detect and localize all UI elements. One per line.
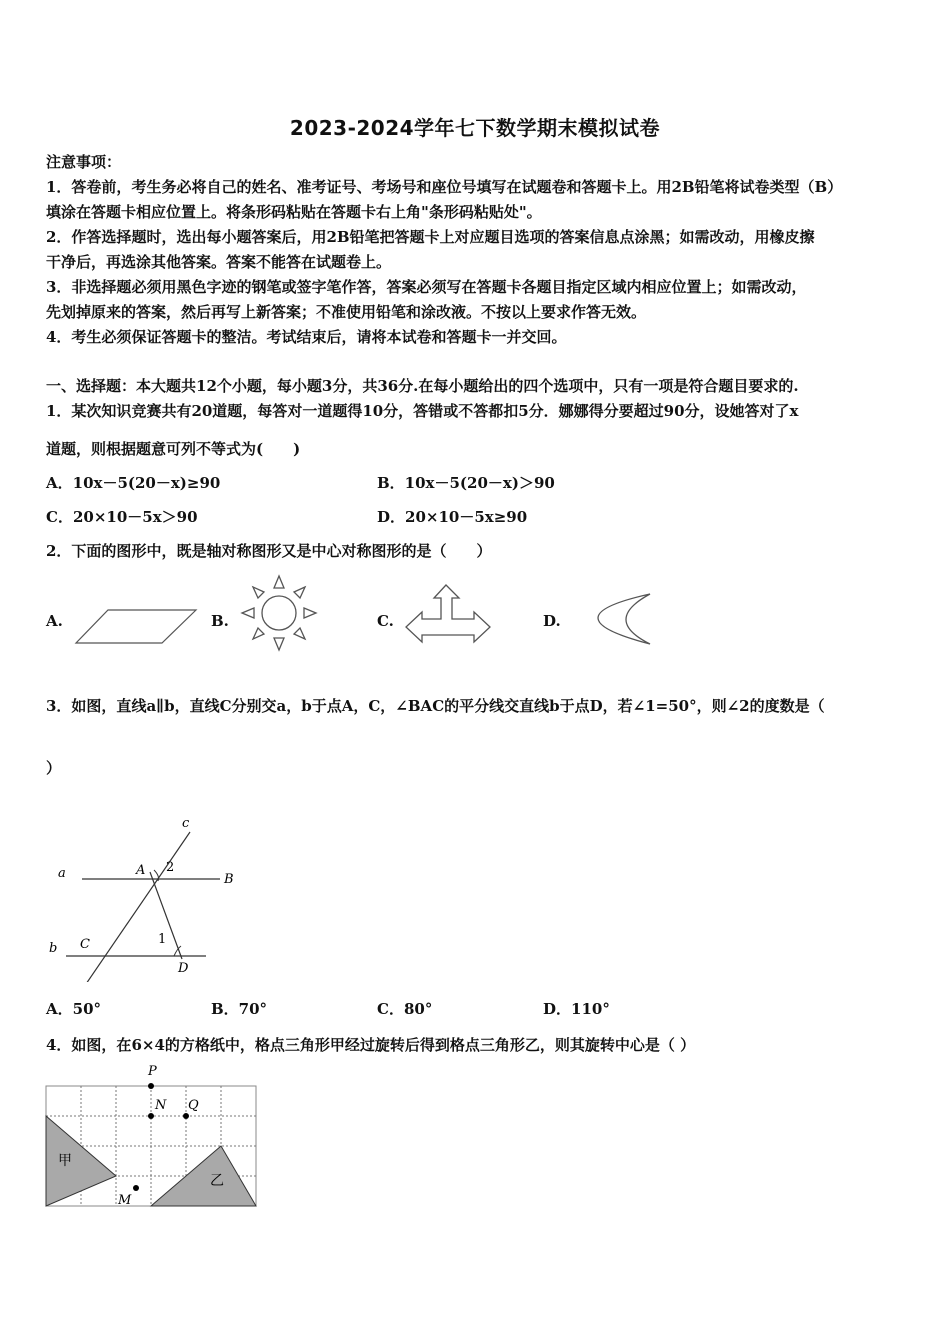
notice-line: 填涂在答题卡相应位置上。将条形码粘贴在答题卡右上角"条形码粘贴处"。 bbox=[46, 203, 542, 221]
parallelogram-figure bbox=[70, 600, 200, 650]
label-Q: Q bbox=[188, 1098, 199, 1113]
q3-option-c: C．80° bbox=[377, 1000, 433, 1018]
label-P: P bbox=[148, 1064, 157, 1079]
q3-option-d: D．110° bbox=[543, 1000, 610, 1018]
q3-stem-cont: ） bbox=[46, 759, 62, 777]
notice-line: 1．答卷前，考生务必将自己的姓名、准考证号、考场号和座位号填写在试题卷和答题卡上。用2B铅笔将试卷类型（B） bbox=[46, 178, 843, 196]
notice-heading: 注意事项： bbox=[46, 153, 122, 171]
arrows-figure bbox=[404, 582, 494, 646]
label-b: b bbox=[49, 941, 58, 956]
label-c: c bbox=[182, 816, 190, 831]
point-p bbox=[148, 1083, 154, 1089]
q1-option-c: C．20×10－5x＞90 bbox=[46, 508, 198, 526]
q3-figure bbox=[46, 812, 246, 982]
q1-stem-cont: 道题，则根据题意可列不等式为( ) bbox=[46, 440, 301, 458]
q1-option-b: B．10x－5(20－x)＞90 bbox=[377, 474, 555, 492]
label-2: 2 bbox=[166, 860, 175, 875]
q1-option-d: D．20×10－5x≥90 bbox=[377, 508, 528, 526]
q3-option-a: A．50° bbox=[46, 1000, 102, 1018]
line-c bbox=[86, 832, 190, 982]
point-n bbox=[148, 1113, 154, 1119]
q1-option-a: A．10x－5(20－x)≥90 bbox=[46, 474, 221, 492]
label-N: N bbox=[155, 1098, 167, 1113]
q4-grid-figure bbox=[40, 1060, 270, 1215]
label-a: a bbox=[58, 866, 66, 881]
notice-line: 先划掉原来的答案，然后再写上新答案；不准使用铅笔和涂改液。不按以上要求作答无效。 bbox=[46, 303, 647, 321]
q1-stem: 1．某次知识竞赛共有20道题，每答对一道题得10分，答错或不答都扣5分．娜娜得分要超过90分，设她答对了x bbox=[46, 402, 799, 420]
label-A: A bbox=[136, 863, 146, 878]
q2-option-b-label: B. bbox=[211, 612, 229, 630]
label-C: C bbox=[80, 937, 90, 952]
notice-line: 干净后，再选涂其他答案。答案不能答在试题卷上。 bbox=[46, 253, 392, 271]
notice-line: 2．作答选择题时，选出每小题答案后，用2B铅笔把答题卡上对应题目选项的答案信息点涂黑；如需改动，用橡皮擦 bbox=[46, 228, 815, 246]
section-heading: 一、选择题：本大题共12个小题，每小题3分，共36分.在每小题给出的四个选项中，只有一项是符合题目要求的. bbox=[46, 377, 799, 395]
q2-option-c-label: C. bbox=[377, 612, 394, 630]
triangle-jia bbox=[46, 1116, 116, 1206]
point-m bbox=[133, 1185, 139, 1191]
q3-option-b: B．70° bbox=[211, 1000, 268, 1018]
q3-stem: 3．如图，直线a∥b，直线C分别交a，b于点A，C，∠BAC的平分线交直线b于点D，若∠1=50°，则∠2的度数是（ bbox=[46, 697, 825, 715]
label-jia: 甲 bbox=[58, 1153, 72, 1169]
q2-option-a-label: A. bbox=[46, 612, 63, 630]
page-title: 2023-2024学年七下数学期末模拟试卷 bbox=[289, 116, 661, 140]
label-1: 1 bbox=[158, 932, 167, 947]
q2-stem: 2．下面的图形中，既是轴对称图形又是中心对称图形的是（ ） bbox=[46, 542, 492, 560]
label-D: D bbox=[178, 961, 189, 976]
label-yi: 乙 bbox=[210, 1173, 224, 1189]
point-q bbox=[183, 1113, 189, 1119]
label-M: M bbox=[118, 1193, 132, 1208]
label-B: B bbox=[224, 872, 234, 887]
notice-line: 4．考生必须保证答题卡的整洁。考试结束后，请将本试卷和答题卡一并交回。 bbox=[46, 328, 567, 346]
notice-line: 3．非选择题必须用黑色字迹的钢笔或签字笔作答，答案必须写在答题卡各题目指定区域内相应位置上；如需改动， bbox=[46, 278, 807, 296]
q4-stem: 4．如图，在6×4的方格纸中，格点三角形甲经过旋转后得到格点三角形乙，则其旋转中心是（ ） bbox=[46, 1036, 696, 1054]
crescent-figure bbox=[566, 590, 656, 650]
sun-figure bbox=[238, 572, 320, 654]
q2-option-d-label: D. bbox=[543, 612, 561, 630]
